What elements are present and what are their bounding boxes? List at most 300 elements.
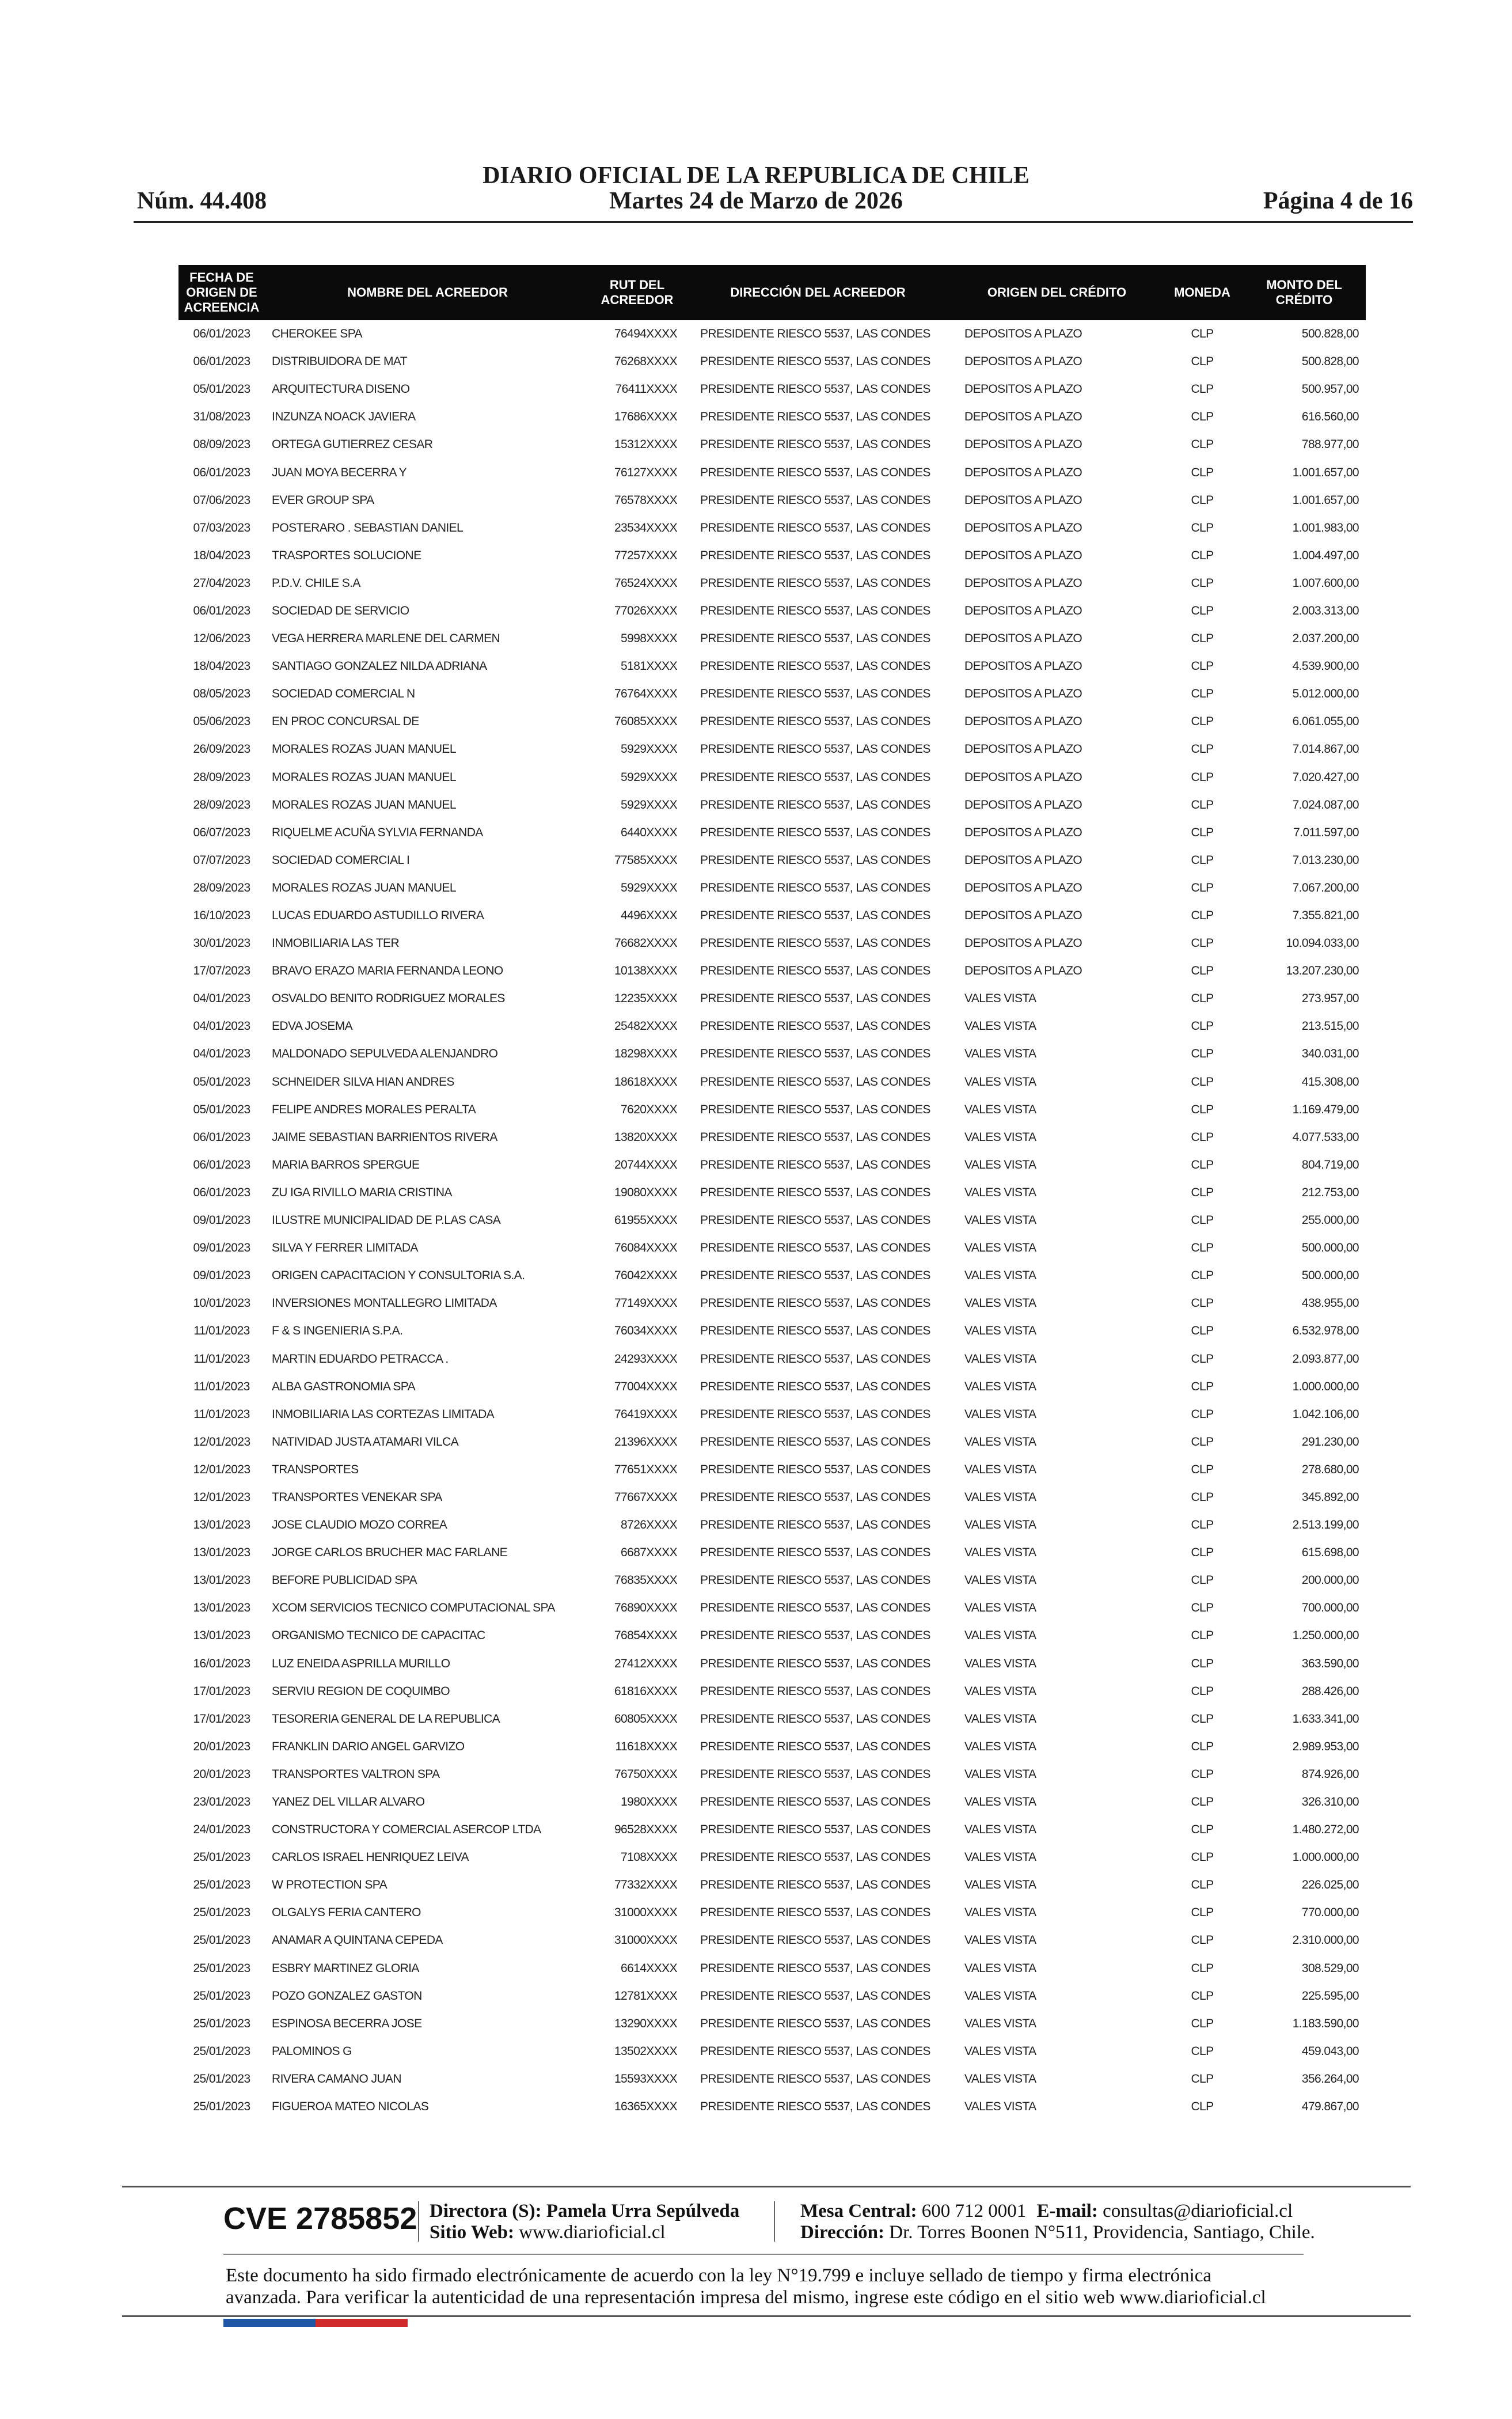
cell-date: 25/01/2023 xyxy=(193,1933,250,1947)
table-row xyxy=(178,458,1366,486)
table-row xyxy=(178,625,1366,653)
cell-amount: 213.515,00 xyxy=(1301,1019,1359,1033)
table-row xyxy=(178,1927,1366,1954)
cell-address: PRESIDENTE RIESCO 5537, LAS CONDES xyxy=(700,1047,930,1061)
cell-amount: 700.000,00 xyxy=(1301,1601,1359,1615)
cell-address: PRESIDENTE RIESCO 5537, LAS CONDES xyxy=(700,1075,930,1089)
cell-rut: 77004XXXX xyxy=(614,1379,677,1393)
cell-address: PRESIDENTE RIESCO 5537, LAS CONDES xyxy=(700,715,930,729)
cell-date: 25/01/2023 xyxy=(193,2044,250,2058)
cell-address: PRESIDENTE RIESCO 5537, LAS CONDES xyxy=(700,1462,930,1476)
cell-date: 18/04/2023 xyxy=(193,659,250,673)
cell-amount: 226.025,00 xyxy=(1301,1878,1359,1892)
website-link[interactable]: www.diarioficial.cl xyxy=(519,2222,666,2243)
cell-creditor-name: ORGANISMO TECNICO DE CAPACITAC xyxy=(272,1629,485,1643)
signature-notice-line: Este documento ha sido firmado electrónicamente de acuerdo con la ley N°19.799 e incluye sellado de tiempo y firma electrónica xyxy=(226,2265,1212,2286)
cell-amount: 1.169.479,00 xyxy=(1292,1102,1359,1116)
cell-amount: 2.513.199,00 xyxy=(1292,1518,1359,1532)
cell-date: 23/01/2023 xyxy=(193,1795,250,1809)
cell-creditor-name: VEGA HERRERA MARLENE DEL CARMEN xyxy=(272,632,500,646)
cell-currency: CLP xyxy=(1191,1518,1214,1532)
cell-address: PRESIDENTE RIESCO 5537, LAS CONDES xyxy=(700,1102,930,1116)
page-number: Página 4 de 16 xyxy=(1263,188,1413,214)
cell-credit-origin: VALES VISTA xyxy=(964,1851,1036,1864)
cell-credit-origin: DEPOSITOS A PLAZO xyxy=(964,548,1082,562)
mesa-label: Mesa Central: xyxy=(800,2201,917,2221)
cell-rut: 76411XXXX xyxy=(615,382,677,396)
cell-amount: 273.957,00 xyxy=(1301,992,1359,1006)
signature-notice-line: avanzada. Para verificar la autenticidad de una representación impresa del mismo, ingrese este código en el sitio web www.diarioficial.cl xyxy=(226,2287,1266,2308)
cell-credit-origin: VALES VISTA xyxy=(964,1019,1036,1033)
cell-currency: CLP xyxy=(1191,493,1214,507)
cell-credit-origin: VALES VISTA xyxy=(964,1546,1036,1560)
cell-address: PRESIDENTE RIESCO 5537, LAS CONDES xyxy=(700,1241,930,1255)
cell-date: 13/01/2023 xyxy=(193,1601,250,1615)
cell-date: 05/01/2023 xyxy=(193,1102,250,1116)
cell-credit-origin: VALES VISTA xyxy=(964,1214,1036,1227)
cell-creditor-name: ARQUITECTURA DISENO xyxy=(272,382,410,396)
flag-stripe-blue xyxy=(223,2319,316,2327)
cell-amount: 788.977,00 xyxy=(1301,438,1359,452)
cell-creditor-name: INMOBILIARIA LAS CORTEZAS LIMITADA xyxy=(272,1407,495,1421)
cell-creditor-name: TRASPORTES SOLUCIONE xyxy=(272,548,421,562)
table-row xyxy=(178,735,1366,763)
cell-date: 04/01/2023 xyxy=(193,992,250,1006)
cell-credit-origin: VALES VISTA xyxy=(964,1158,1036,1171)
cell-rut: 7620XXXX xyxy=(621,1102,677,1116)
cell-amount: 345.892,00 xyxy=(1301,1490,1359,1504)
cell-credit-origin: VALES VISTA xyxy=(964,1462,1036,1476)
column-header-currency: MONEDA xyxy=(1162,265,1243,320)
cell-amount: 500.828,00 xyxy=(1301,355,1359,369)
cell-date: 04/01/2023 xyxy=(193,1047,250,1061)
cell-date: 20/01/2023 xyxy=(193,1739,250,1753)
cell-creditor-name: OSVALDO BENITO RODRIGUEZ MORALES xyxy=(272,992,505,1006)
table-row xyxy=(178,764,1366,791)
cell-date: 13/01/2023 xyxy=(193,1629,250,1643)
cell-currency: CLP xyxy=(1191,1961,1214,1975)
signature-notice xyxy=(226,2265,1308,2308)
table-row xyxy=(178,708,1366,735)
cell-creditor-name: YANEZ DEL VILLAR ALVARO xyxy=(272,1795,425,1809)
cell-date: 25/01/2023 xyxy=(193,2072,250,2086)
cell-credit-origin: VALES VISTA xyxy=(964,1102,1036,1116)
cell-credit-origin: VALES VISTA xyxy=(964,1241,1036,1255)
cell-creditor-name: SILVA Y FERRER LIMITADA xyxy=(272,1241,418,1255)
cell-date: 17/01/2023 xyxy=(193,1684,250,1698)
cell-rut: 12235XXXX xyxy=(614,992,677,1006)
cell-date: 24/01/2023 xyxy=(193,1823,250,1837)
cell-date: 05/01/2023 xyxy=(193,1075,250,1089)
cell-rut: 1980XXXX xyxy=(621,1795,677,1809)
cell-currency: CLP xyxy=(1191,1324,1214,1338)
cell-creditor-name: MALDONADO SEPULVEDA ALENJANDRO xyxy=(272,1047,498,1061)
cell-currency: CLP xyxy=(1191,1767,1214,1781)
cell-currency: CLP xyxy=(1191,1047,1214,1061)
cell-currency: CLP xyxy=(1191,742,1214,756)
cell-amount: 326.310,00 xyxy=(1301,1795,1359,1809)
table-row xyxy=(178,542,1366,570)
cell-credit-origin: VALES VISTA xyxy=(964,1906,1036,1920)
table-row xyxy=(178,791,1366,819)
table-row xyxy=(178,1871,1366,1899)
table-row xyxy=(178,1456,1366,1484)
cell-date: 12/06/2023 xyxy=(193,632,250,646)
cell-address: PRESIDENTE RIESCO 5537, LAS CONDES xyxy=(700,1823,930,1837)
cell-credit-origin: VALES VISTA xyxy=(964,2016,1036,2030)
cell-amount: 1.250.000,00 xyxy=(1292,1629,1359,1643)
table-row xyxy=(178,1179,1366,1207)
cell-creditor-name: FIGUEROA MATEO NICOLAS xyxy=(272,2100,429,2114)
cell-creditor-name: MARIA BARROS SPERGUE xyxy=(272,1158,420,1171)
table-row xyxy=(178,819,1366,847)
cell-currency: CLP xyxy=(1191,1241,1214,1255)
table-body xyxy=(178,320,1366,2121)
cell-currency: CLP xyxy=(1191,1075,1214,1089)
email-label: E-mail: xyxy=(1036,2201,1098,2221)
cell-address: PRESIDENTE RIESCO 5537, LAS CONDES xyxy=(700,632,930,646)
cell-creditor-name: ILUSTRE MUNICIPALIDAD DE P.LAS CASA xyxy=(272,1214,501,1227)
cell-credit-origin: DEPOSITOS A PLAZO xyxy=(964,798,1082,812)
cell-rut: 13502XXXX xyxy=(614,2044,677,2058)
cell-address: PRESIDENTE RIESCO 5537, LAS CONDES xyxy=(700,936,930,950)
cell-rut: 77585XXXX xyxy=(614,853,677,867)
cell-creditor-name: JORGE CARLOS BRUCHER MAC FARLANE xyxy=(272,1546,508,1560)
cell-currency: CLP xyxy=(1191,687,1214,701)
cell-amount: 1.007.600,00 xyxy=(1292,576,1359,590)
cell-address: PRESIDENTE RIESCO 5537, LAS CONDES xyxy=(700,1324,930,1338)
cell-rut: 7108XXXX xyxy=(621,1851,677,1864)
cell-address: PRESIDENTE RIESCO 5537, LAS CONDES xyxy=(700,1518,930,1532)
cell-creditor-name: INZUNZA NOACK JAVIERA xyxy=(272,410,416,424)
cell-address: PRESIDENTE RIESCO 5537, LAS CONDES xyxy=(700,1989,930,2003)
cell-address: PRESIDENTE RIESCO 5537, LAS CONDES xyxy=(700,798,930,812)
cell-amount: 616.560,00 xyxy=(1301,410,1359,424)
cell-amount: 2.093.877,00 xyxy=(1292,1352,1359,1366)
cell-creditor-name: MORALES ROZAS JUAN MANUEL xyxy=(272,798,456,812)
cell-creditor-name: ALBA GASTRONOMIA SPA xyxy=(272,1379,416,1393)
cell-address: PRESIDENTE RIESCO 5537, LAS CONDES xyxy=(700,576,930,590)
cell-credit-origin: VALES VISTA xyxy=(964,1961,1036,1975)
footer-separator xyxy=(418,2201,419,2242)
table-row xyxy=(178,1622,1366,1650)
cell-rut: 20744XXXX xyxy=(614,1158,677,1171)
cell-date: 06/01/2023 xyxy=(193,1130,250,1144)
cell-amount: 1.042.106,00 xyxy=(1292,1407,1359,1421)
cell-credit-origin: VALES VISTA xyxy=(964,1490,1036,1504)
cell-creditor-name: CARLOS ISRAEL HENRIQUEZ LEIVA xyxy=(272,1851,469,1864)
cell-credit-origin: DEPOSITOS A PLAZO xyxy=(964,438,1082,452)
cell-address: PRESIDENTE RIESCO 5537, LAS CONDES xyxy=(700,493,930,507)
cell-rut: 25482XXXX xyxy=(614,1019,677,1033)
cell-rut: 19080XXXX xyxy=(614,1185,677,1199)
cell-amount: 7.355.821,00 xyxy=(1292,909,1359,923)
creditors-table xyxy=(178,265,1366,2121)
cell-amount: 7.024.087,00 xyxy=(1292,798,1359,812)
table-row xyxy=(178,1068,1366,1096)
cell-creditor-name: EN PROC CONCURSAL DE xyxy=(272,715,419,729)
cell-date: 06/07/2023 xyxy=(193,825,250,839)
cell-creditor-name: TRANSPORTES VENEKAR SPA xyxy=(272,1490,442,1504)
cell-address: PRESIDENTE RIESCO 5537, LAS CONDES xyxy=(700,548,930,562)
table-row xyxy=(178,1788,1366,1816)
cell-amount: 255.000,00 xyxy=(1301,1214,1359,1227)
cell-credit-origin: DEPOSITOS A PLAZO xyxy=(964,659,1082,673)
cell-address: PRESIDENTE RIESCO 5537, LAS CONDES xyxy=(700,2044,930,2058)
director-line xyxy=(430,2200,739,2222)
cell-date: 05/01/2023 xyxy=(193,382,250,396)
cell-amount: 1.000.000,00 xyxy=(1292,1379,1359,1393)
cell-rut: 6614XXXX xyxy=(621,1961,677,1975)
cell-address: PRESIDENTE RIESCO 5537, LAS CONDES xyxy=(700,1435,930,1449)
cell-creditor-name: ESBRY MARTINEZ GLORIA xyxy=(272,1961,419,1975)
cell-amount: 7.014.867,00 xyxy=(1292,742,1359,756)
cell-credit-origin: DEPOSITOS A PLAZO xyxy=(964,493,1082,507)
cell-currency: CLP xyxy=(1191,770,1214,784)
cell-creditor-name: POSTERARO . SEBASTIAN DANIEL xyxy=(272,521,464,534)
cell-rut: 76084XXXX xyxy=(614,1241,677,1255)
cell-date: 07/03/2023 xyxy=(193,521,250,534)
cell-currency: CLP xyxy=(1191,1656,1214,1670)
cell-currency: CLP xyxy=(1191,2100,1214,2114)
table-row xyxy=(178,902,1366,930)
cell-amount: 288.426,00 xyxy=(1301,1684,1359,1698)
cell-credit-origin: DEPOSITOS A PLAZO xyxy=(964,825,1082,839)
cell-creditor-name: PALOMINOS G xyxy=(272,2044,352,2058)
table-row xyxy=(178,376,1366,403)
cell-currency: CLP xyxy=(1191,853,1214,867)
cell-rut: 21396XXXX xyxy=(614,1435,677,1449)
cell-address: PRESIDENTE RIESCO 5537, LAS CONDES xyxy=(700,2072,930,2086)
cell-amount: 1.633.341,00 xyxy=(1292,1712,1359,1726)
cell-rut: 60805XXXX xyxy=(614,1712,677,1726)
cell-currency: CLP xyxy=(1191,327,1214,341)
cell-rut: 76524XXXX xyxy=(614,576,677,590)
table-row xyxy=(178,1013,1366,1040)
table-row xyxy=(178,1761,1366,1788)
table-header-row xyxy=(178,265,1366,320)
cell-amount: 7.013.230,00 xyxy=(1292,853,1359,867)
table-row xyxy=(178,1317,1366,1345)
cell-address: PRESIDENTE RIESCO 5537, LAS CONDES xyxy=(700,438,930,452)
cell-address: PRESIDENTE RIESCO 5537, LAS CONDES xyxy=(700,1296,930,1310)
cell-address: PRESIDENTE RIESCO 5537, LAS CONDES xyxy=(700,382,930,396)
cell-amount: 6.532.978,00 xyxy=(1292,1324,1359,1338)
cell-date: 05/06/2023 xyxy=(193,715,250,729)
cell-currency: CLP xyxy=(1191,1684,1214,1698)
cell-amount: 2.003.313,00 xyxy=(1292,604,1359,617)
cell-credit-origin: VALES VISTA xyxy=(964,1047,1036,1061)
cell-credit-origin: VALES VISTA xyxy=(964,1989,1036,2003)
cell-currency: CLP xyxy=(1191,438,1214,452)
cell-currency: CLP xyxy=(1191,1546,1214,1560)
cell-creditor-name: XCOM SERVICIOS TECNICO COMPUTACIONAL SPA xyxy=(272,1601,555,1615)
cell-date: 11/01/2023 xyxy=(193,1352,250,1366)
cell-rut: 5929XXXX xyxy=(621,742,677,756)
cell-credit-origin: DEPOSITOS A PLAZO xyxy=(964,632,1082,646)
table-row xyxy=(178,2065,1366,2093)
cell-date: 27/04/2023 xyxy=(193,576,250,590)
cell-date: 25/01/2023 xyxy=(193,1851,250,1864)
cell-amount: 308.529,00 xyxy=(1301,1961,1359,1975)
cell-amount: 225.595,00 xyxy=(1301,1989,1359,2003)
cell-currency: CLP xyxy=(1191,1019,1214,1033)
cell-date: 17/01/2023 xyxy=(193,1712,250,1726)
cell-creditor-name: ORIGEN CAPACITACION Y CONSULTORIA S.A. xyxy=(272,1269,525,1283)
cell-credit-origin: DEPOSITOS A PLAZO xyxy=(964,327,1082,341)
cell-date: 12/01/2023 xyxy=(193,1435,250,1449)
cell-date: 31/08/2023 xyxy=(193,410,250,424)
cell-date: 09/01/2023 xyxy=(193,1214,250,1227)
cell-credit-origin: VALES VISTA xyxy=(964,1656,1036,1670)
cell-date: 28/09/2023 xyxy=(193,798,250,812)
cell-creditor-name: SOCIEDAD COMERCIAL I xyxy=(272,853,410,867)
cell-date: 13/01/2023 xyxy=(193,1574,250,1587)
cell-creditor-name: W PROTECTION SPA xyxy=(272,1878,388,1892)
cell-currency: CLP xyxy=(1191,1629,1214,1643)
cell-address: PRESIDENTE RIESCO 5537, LAS CONDES xyxy=(700,1269,930,1283)
column-header-rut: RUT DEL ACREEDOR xyxy=(590,265,684,320)
cell-creditor-name: JAIME SEBASTIAN BARRIENTOS RIVERA xyxy=(272,1130,497,1144)
table-row xyxy=(178,1345,1366,1372)
director-name: Pamela Urra Sepúlveda xyxy=(546,2201,740,2221)
cell-address: PRESIDENTE RIESCO 5537, LAS CONDES xyxy=(700,1795,930,1809)
footer-divider-bottom xyxy=(122,2315,1411,2317)
cell-amount: 1.183.590,00 xyxy=(1292,2016,1359,2030)
cell-address: PRESIDENTE RIESCO 5537, LAS CONDES xyxy=(700,465,930,479)
cell-date: 28/09/2023 xyxy=(193,881,250,894)
cell-rut: 18618XXXX xyxy=(614,1075,677,1089)
cell-date: 25/01/2023 xyxy=(193,1961,250,1975)
cell-address: PRESIDENTE RIESCO 5537, LAS CONDES xyxy=(700,1712,930,1726)
cell-rut: 5929XXXX xyxy=(621,798,677,812)
table-row xyxy=(178,847,1366,874)
cell-date: 25/01/2023 xyxy=(193,2100,250,2114)
cell-amount: 1.001.657,00 xyxy=(1292,493,1359,507)
cell-date: 18/04/2023 xyxy=(193,548,250,562)
cell-currency: CLP xyxy=(1191,715,1214,729)
cell-address: PRESIDENTE RIESCO 5537, LAS CONDES xyxy=(700,1961,930,1975)
cell-creditor-name: INVERSIONES MONTALLEGRO LIMITADA xyxy=(272,1296,497,1310)
cell-rut: 5929XXXX xyxy=(621,881,677,894)
cell-date: 11/01/2023 xyxy=(193,1407,250,1421)
table-row xyxy=(178,1401,1366,1428)
cell-rut: 76419XXXX xyxy=(614,1407,677,1421)
cell-address: PRESIDENTE RIESCO 5537, LAS CONDES xyxy=(700,1767,930,1781)
cell-credit-origin: VALES VISTA xyxy=(964,1574,1036,1587)
cell-date: 11/01/2023 xyxy=(193,1324,250,1338)
cell-date: 06/01/2023 xyxy=(193,604,250,617)
cell-credit-origin: DEPOSITOS A PLAZO xyxy=(964,742,1082,756)
footer-divider-middle xyxy=(223,2254,1304,2255)
cell-rut: 76578XXXX xyxy=(614,493,677,507)
cell-credit-origin: VALES VISTA xyxy=(964,1684,1036,1698)
cell-currency: CLP xyxy=(1191,909,1214,923)
cell-amount: 459.043,00 xyxy=(1301,2044,1359,2058)
cell-rut: 31000XXXX xyxy=(614,1933,677,1947)
cell-credit-origin: DEPOSITOS A PLAZO xyxy=(964,576,1082,590)
cell-creditor-name: TRANSPORTES xyxy=(272,1462,359,1476)
cell-rut: 5998XXXX xyxy=(621,632,677,646)
cell-currency: CLP xyxy=(1191,1933,1214,1947)
director-label: Directora (S): xyxy=(430,2201,542,2221)
cell-date: 06/01/2023 xyxy=(193,1185,250,1199)
cell-rut: 76854XXXX xyxy=(614,1629,677,1643)
cell-creditor-name: BEFORE PUBLICIDAD SPA xyxy=(272,1574,417,1587)
email-link[interactable]: consultas@diarioficial.cl xyxy=(1103,2201,1293,2221)
cell-rut: 8726XXXX xyxy=(621,1518,677,1532)
cell-creditor-name: EDVA JOSEMA xyxy=(272,1019,353,1033)
cell-address: PRESIDENTE RIESCO 5537, LAS CONDES xyxy=(700,992,930,1006)
table-row xyxy=(178,597,1366,625)
cell-rut: 77667XXXX xyxy=(614,1490,677,1504)
cell-rut: 15312XXXX xyxy=(614,438,677,452)
cell-address: PRESIDENTE RIESCO 5537, LAS CONDES xyxy=(700,1601,930,1615)
cell-amount: 4.077.533,00 xyxy=(1292,1130,1359,1144)
column-header-address: DIRECCIÓN DEL ACREEDOR xyxy=(684,265,952,320)
cell-amount: 500.828,00 xyxy=(1301,327,1359,341)
cell-date: 25/01/2023 xyxy=(193,1906,250,1920)
table-row xyxy=(178,930,1366,957)
column-header-amount: MONTO DEL CRÉDITO xyxy=(1243,265,1366,320)
cell-amount: 1.004.497,00 xyxy=(1292,548,1359,562)
cell-rut: 5181XXXX xyxy=(621,659,677,673)
table-row xyxy=(178,1650,1366,1678)
cell-currency: CLP xyxy=(1191,825,1214,839)
header-divider xyxy=(134,221,1413,223)
cell-creditor-name: MORALES ROZAS JUAN MANUEL xyxy=(272,770,456,784)
cell-rut: 31000XXXX xyxy=(614,1906,677,1920)
cell-currency: CLP xyxy=(1191,1574,1214,1587)
cell-amount: 340.031,00 xyxy=(1301,1047,1359,1061)
cell-currency: CLP xyxy=(1191,465,1214,479)
cell-address: PRESIDENTE RIESCO 5537, LAS CONDES xyxy=(700,521,930,534)
cell-currency: CLP xyxy=(1191,2072,1214,2086)
cell-creditor-name: OLGALYS FERIA CANTERO xyxy=(272,1906,421,1920)
cell-address: PRESIDENTE RIESCO 5537, LAS CONDES xyxy=(700,604,930,617)
cell-date: 11/01/2023 xyxy=(193,1379,250,1393)
cell-amount: 13.207.230,00 xyxy=(1286,964,1359,978)
cell-date: 10/01/2023 xyxy=(193,1296,250,1310)
cell-amount: 7.011.597,00 xyxy=(1293,825,1359,839)
cell-date: 16/01/2023 xyxy=(193,1656,250,1670)
cell-amount: 200.000,00 xyxy=(1301,1574,1359,1587)
table-row xyxy=(178,1705,1366,1733)
cell-credit-origin: VALES VISTA xyxy=(964,2100,1036,2114)
cell-rut: 13820XXXX xyxy=(614,1130,677,1144)
cell-address: PRESIDENTE RIESCO 5537, LAS CONDES xyxy=(700,1629,930,1643)
cell-rut: 76127XXXX xyxy=(614,465,677,479)
mesa-phone: 600 712 0001 xyxy=(921,2201,1027,2221)
table-row xyxy=(178,1207,1366,1234)
cell-amount: 6.061.055,00 xyxy=(1292,715,1359,729)
cell-currency: CLP xyxy=(1191,1712,1214,1726)
cell-currency: CLP xyxy=(1191,382,1214,396)
cell-rut: 17686XXXX xyxy=(614,410,677,424)
cell-creditor-name: CHEROKEE SPA xyxy=(272,327,362,341)
cell-currency: CLP xyxy=(1191,1435,1214,1449)
publication-date: Martes 24 de Marzo de 2026 xyxy=(609,188,903,214)
cell-rut: 76764XXXX xyxy=(614,687,677,701)
cell-date: 09/01/2023 xyxy=(193,1269,250,1283)
cell-rut: 18298XXXX xyxy=(614,1047,677,1061)
cell-currency: CLP xyxy=(1191,1462,1214,1476)
cell-credit-origin: VALES VISTA xyxy=(964,1130,1036,1144)
table-row xyxy=(178,1484,1366,1511)
cell-credit-origin: DEPOSITOS A PLAZO xyxy=(964,909,1082,923)
cell-amount: 356.264,00 xyxy=(1301,2072,1359,2086)
cell-address: PRESIDENTE RIESCO 5537, LAS CONDES xyxy=(700,327,930,341)
